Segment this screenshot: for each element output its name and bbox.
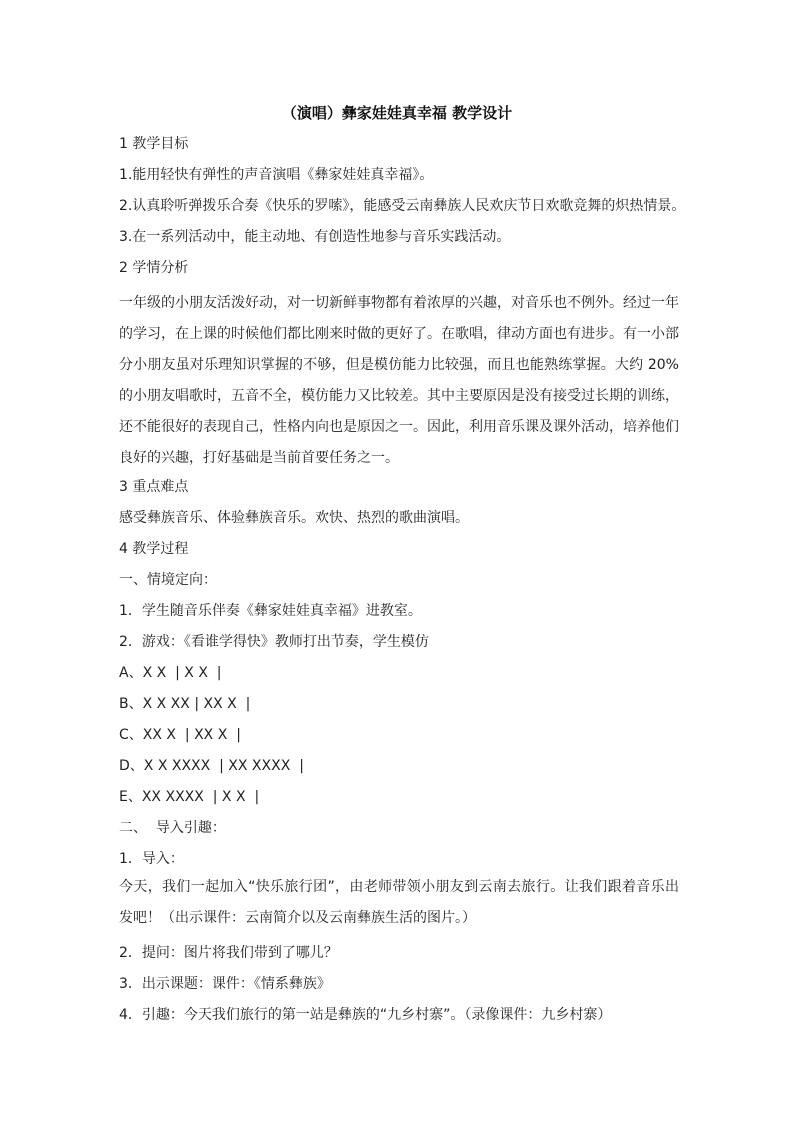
section-heading-goals: 1 教学目标: [119, 136, 189, 152]
section-heading-analysis: 2 学情分析: [119, 260, 189, 276]
process-part2-step1-text: 今天，我们一起加入“快乐旅行团”，由老师带领小朋友到云南去旅行。让我们跟着音乐出发吧！（出示课件：云南简介以及云南彝族生活的图片。）: [119, 879, 679, 926]
section-heading-key-points: 3 重点难点: [119, 479, 189, 495]
key-points-text: 感受彝族音乐、体验彝族音乐。欢快、热烈的歌曲演唱。: [119, 510, 469, 526]
process-part2-step3: 3．出示课题：课件：《情系彝族》: [119, 976, 331, 992]
document-title: （演唱）彝家娃娃真幸福 教学设计: [281, 104, 513, 122]
analysis-paragraph: 一年级的小朋友活泼好动，对一切新鲜事物都有着浓厚的兴趣，对音乐也不例外。经过一年的学习，在上课的时候他们都比刚来时做的更好了。在歌唱，律动方面也有进步。有一小部分小朋友虽对乐理知识掌握的不够，但是模仿能力比较强，而且也能熟练掌握。大约 20%的小朋友唱歌时，五音不全，模仿能力又比较差。其中主要原因是没有接受过长期的训练，还不能很好的表现自己，性格内向也是原因之一。因此，利用音乐课及课外活动，培养他们良好的兴趣，打好基础是当前首要任务之一。: [119, 295, 679, 466]
process-part1-heading: 一、情境定向：: [119, 572, 217, 588]
goal-item-1: 1.能用轻快有弹性的声音演唱《彝家娃娃真幸福》。: [119, 167, 434, 183]
rhythm-line-e: E、XX XXXX | X X |: [119, 789, 260, 805]
process-part2-step2: 2．提问：图片将我们带到了哪儿？: [119, 945, 338, 961]
process-part2-heading: 二、 导入引趣：: [119, 820, 226, 836]
process-part1-step2: 2．游戏：《看谁学得快》教师打出节奏，学生模仿: [119, 634, 429, 650]
goal-item-2: 2.认真聆听弹拨乐合奏《快乐的罗嗦》，能感受云南彝族人民欢庆节日欢歌竞舞的炽热情景。: [119, 198, 686, 214]
process-part2-step4: 4．引趣：今天我们旅行的第一站是彝族的“九乡村寨”。（录像课件：九乡村寨）: [119, 1007, 612, 1023]
rhythm-line-a: A、X X | X X |: [119, 665, 222, 681]
process-part1-step1: 1．学生随音乐伴奏《彝家娃娃真幸福》进教室。: [119, 603, 422, 619]
rhythm-line-d: D、X X XXXX | XX XXXX |: [119, 758, 304, 774]
section-heading-process: 4 教学过程: [119, 541, 189, 557]
rhythm-line-c: C、XX X | XX X |: [119, 727, 241, 743]
goal-item-3: 3.在一系列活动中，能主动地、有创造性地参与音乐实践活动。: [119, 229, 511, 245]
rhythm-line-b: B、X X XX | XX X |: [119, 696, 251, 712]
process-part2-step1: 1．导入：: [119, 851, 184, 867]
